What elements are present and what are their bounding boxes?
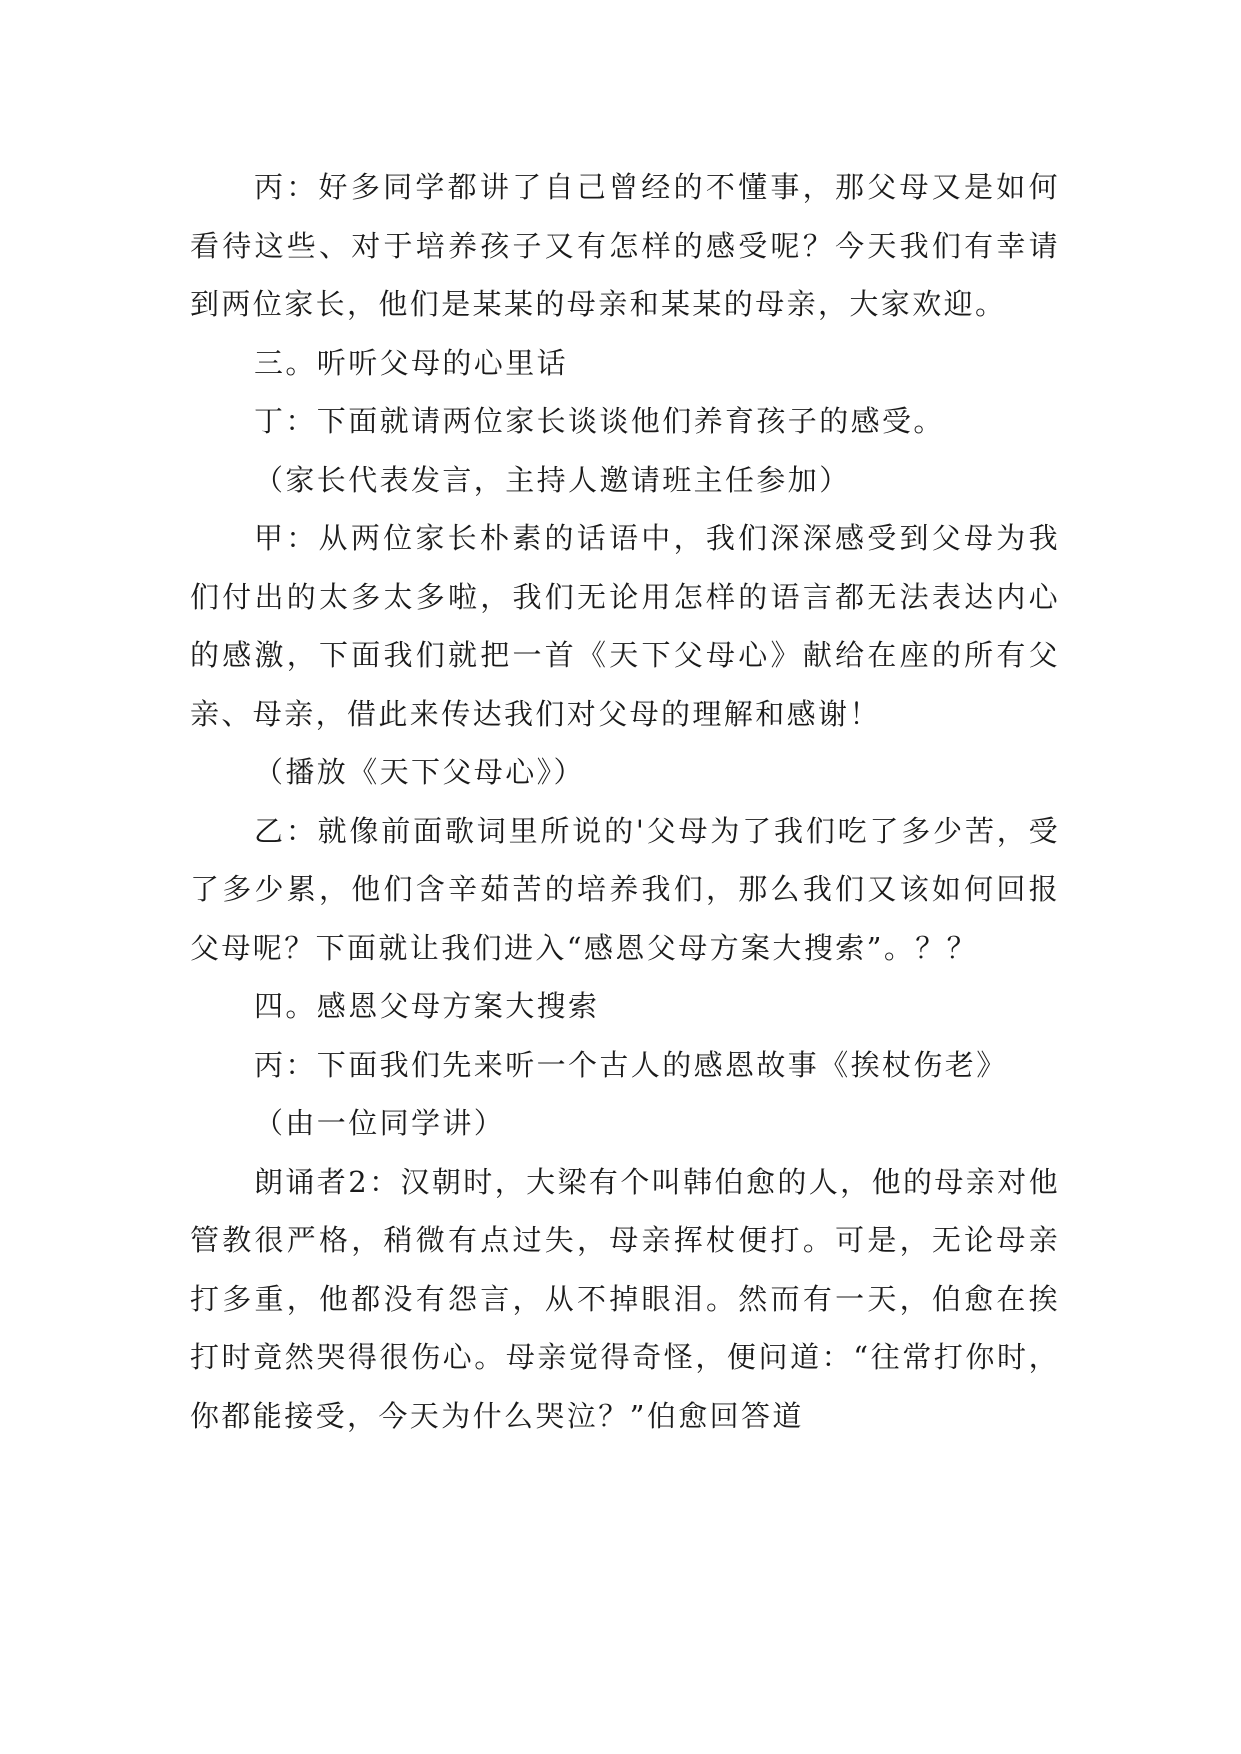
paragraph-11: 朗诵者2：汉朝时，大梁有个叫韩伯愈的人，他的母亲对他管教很严格，稍微有点过失，母亲挥杖便打。可是，无论母亲打多重，他都没有怨言，从不掉眼泪。然而有一天，伯愈在挨打时竟然哭得很伤心。母亲觉得奇怪，便问道：“往常打你时，你都能接受，今天为什么哭泣？”伯愈回答道 [190,1164,1060,1433]
paragraph-5: 甲：从两位家长朴素的话语中，我们深深感受到父母为我们付出的太多太多啦，我们无论用怎样的语言都无法表达内心的感激，下面我们就把一首《天下父母心》献给在座的所有父亲、母亲，借此来传达我们对父母的理解和感谢！ [190,521,1060,731]
paragraph-7: 乙：就像前面歌词里所说的'父母为了我们吃了多少苦，受了多少累，他们含辛茹苦的培养我们，那么我们又该如何回报父母呢？下面就让我们进入“感恩父母方案大搜索”。？？ [190,813,1060,965]
stage-direction-3: （由一位同学讲） [254,1106,506,1140]
section-heading-3: 三。听听父母的心里话 [254,345,569,380]
stage-direction-2: （播放《天下父母心》） [254,755,585,789]
paragraph-3: 丁：下面就请两位家长谈谈他们养育孩子的感受。 [254,404,945,438]
document-body [190,158,1060,1445]
paragraph-9: 丙：下面我们先来听一个古人的感恩故事《挨杖伤老》 [254,1047,1008,1082]
section-heading-4: 四。感恩父母方案大搜索 [254,989,600,1023]
paragraph-1: 丙：好多同学都讲了自己曾经的不懂事，那父母又是如何看待这些、对于培养孩子又有怎样的感受呢？今天我们有幸请到两位家长，他们是某某的母亲和某某的母亲，大家欢迎。 [190,170,1060,321]
stage-direction-1: （家长代表发言，主持人邀请班主任参加） [254,462,851,497]
